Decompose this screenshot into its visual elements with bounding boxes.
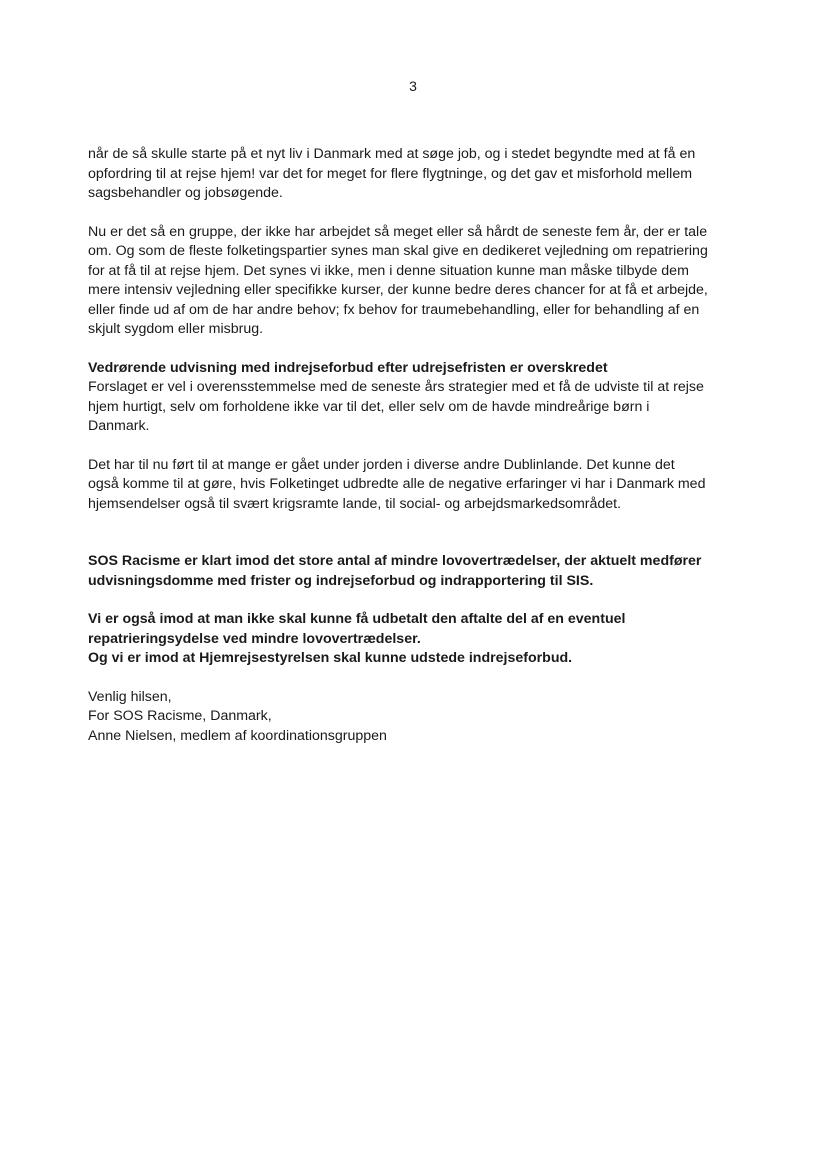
paragraph-job-context xyxy=(88,145,738,204)
closing-signatory: Anne Nielsen, medlem af koordinationsgruppen xyxy=(88,727,387,744)
text-line: Og vi er imod at Hjemrejsestyrelsen skal kunne udstede indrejseforbud. xyxy=(88,650,573,666)
text-line: for at få til at rejse hjem. Det synes vi ikke, men i denne situation kunne man måske tilbyde dem xyxy=(88,262,689,279)
text-line: sagsbehandler og jobsøgende. xyxy=(88,185,283,201)
text-line: Danmark. xyxy=(88,418,150,434)
text-line: opfordring til at rejse hjem! var det for meget for flere flygtninge, og det gav et misforhold mellem xyxy=(88,165,693,182)
text-line: mere intensiv vejledning eller specifikke kurser, der kunne bedre deres chancer for at få et arbejde, xyxy=(88,282,708,298)
text-line: Nu er det så en gruppe, der ikke har arbejdet så meget eller så hårdt de seneste fem år, der er tale xyxy=(88,223,708,240)
text-line: skjult sygdom eller misbrug. xyxy=(88,321,264,337)
text-line: hjem hurtigt, selv om forholdene ikke var til det, eller selv om de havde mindreårige børn i xyxy=(88,398,650,415)
text-line: også komme til at gøre, hvis Folketinget udbredte alle de negative erfaringer vi har i Danmark med xyxy=(88,476,706,492)
text-line: Vi er også imod at man ikke skal kunne få udbetalt den aftalte del af en eventuel xyxy=(88,611,626,627)
closing-signature xyxy=(88,688,738,747)
paragraph-position-statement xyxy=(88,552,738,591)
text-line: udvisningsdomme med frister og indrejseforbud og indrapportering til SIS. xyxy=(88,572,594,589)
text-line: Forslaget er vel i overensstemmelse med de seneste års strategier med et få de udviste til at rejse xyxy=(88,379,704,395)
text-line: eller finde ud af om de har andre behov; fx behov for traumebehandling, eller for behandling af en xyxy=(88,301,700,318)
paragraph-group-description xyxy=(88,223,738,340)
section-expulsion xyxy=(88,359,738,437)
text-line: om. Og som de fleste folketingspartier synes man skal give en dedikeret vejledning om repatriering xyxy=(88,243,708,259)
section-heading: Vedrørende udvisning med indrejseforbud efter udrejsefristen er overskredet xyxy=(88,359,608,376)
text-line: SOS Racisme er klart imod det store antal af mindre lovovertrædelser, der aktuelt medfører xyxy=(88,553,702,569)
text-line: når de så skulle starte på et nyt liv i Danmark med at søge job, og i stedet begyndte med at få en xyxy=(88,146,696,162)
text-line: hjemsendelser også til svært krigsramte lande, til social- og arbejdsmarkedsområdet. xyxy=(88,495,622,512)
paragraph-opposition xyxy=(88,610,738,669)
paragraph-dublin xyxy=(88,456,738,515)
closing-greeting: Venlig hilsen, xyxy=(88,688,172,705)
text-line: Det har til nu ført til at mange er gået under jorden i diverse andre Dublinlande. Det kunne det xyxy=(88,456,675,473)
closing-organization: For SOS Racisme, Danmark, xyxy=(88,708,272,724)
text-line: repatrieringsydelse ved mindre lovovertrædelser. xyxy=(88,630,421,647)
page-number: 3 xyxy=(409,78,417,94)
letter-body xyxy=(88,145,738,746)
